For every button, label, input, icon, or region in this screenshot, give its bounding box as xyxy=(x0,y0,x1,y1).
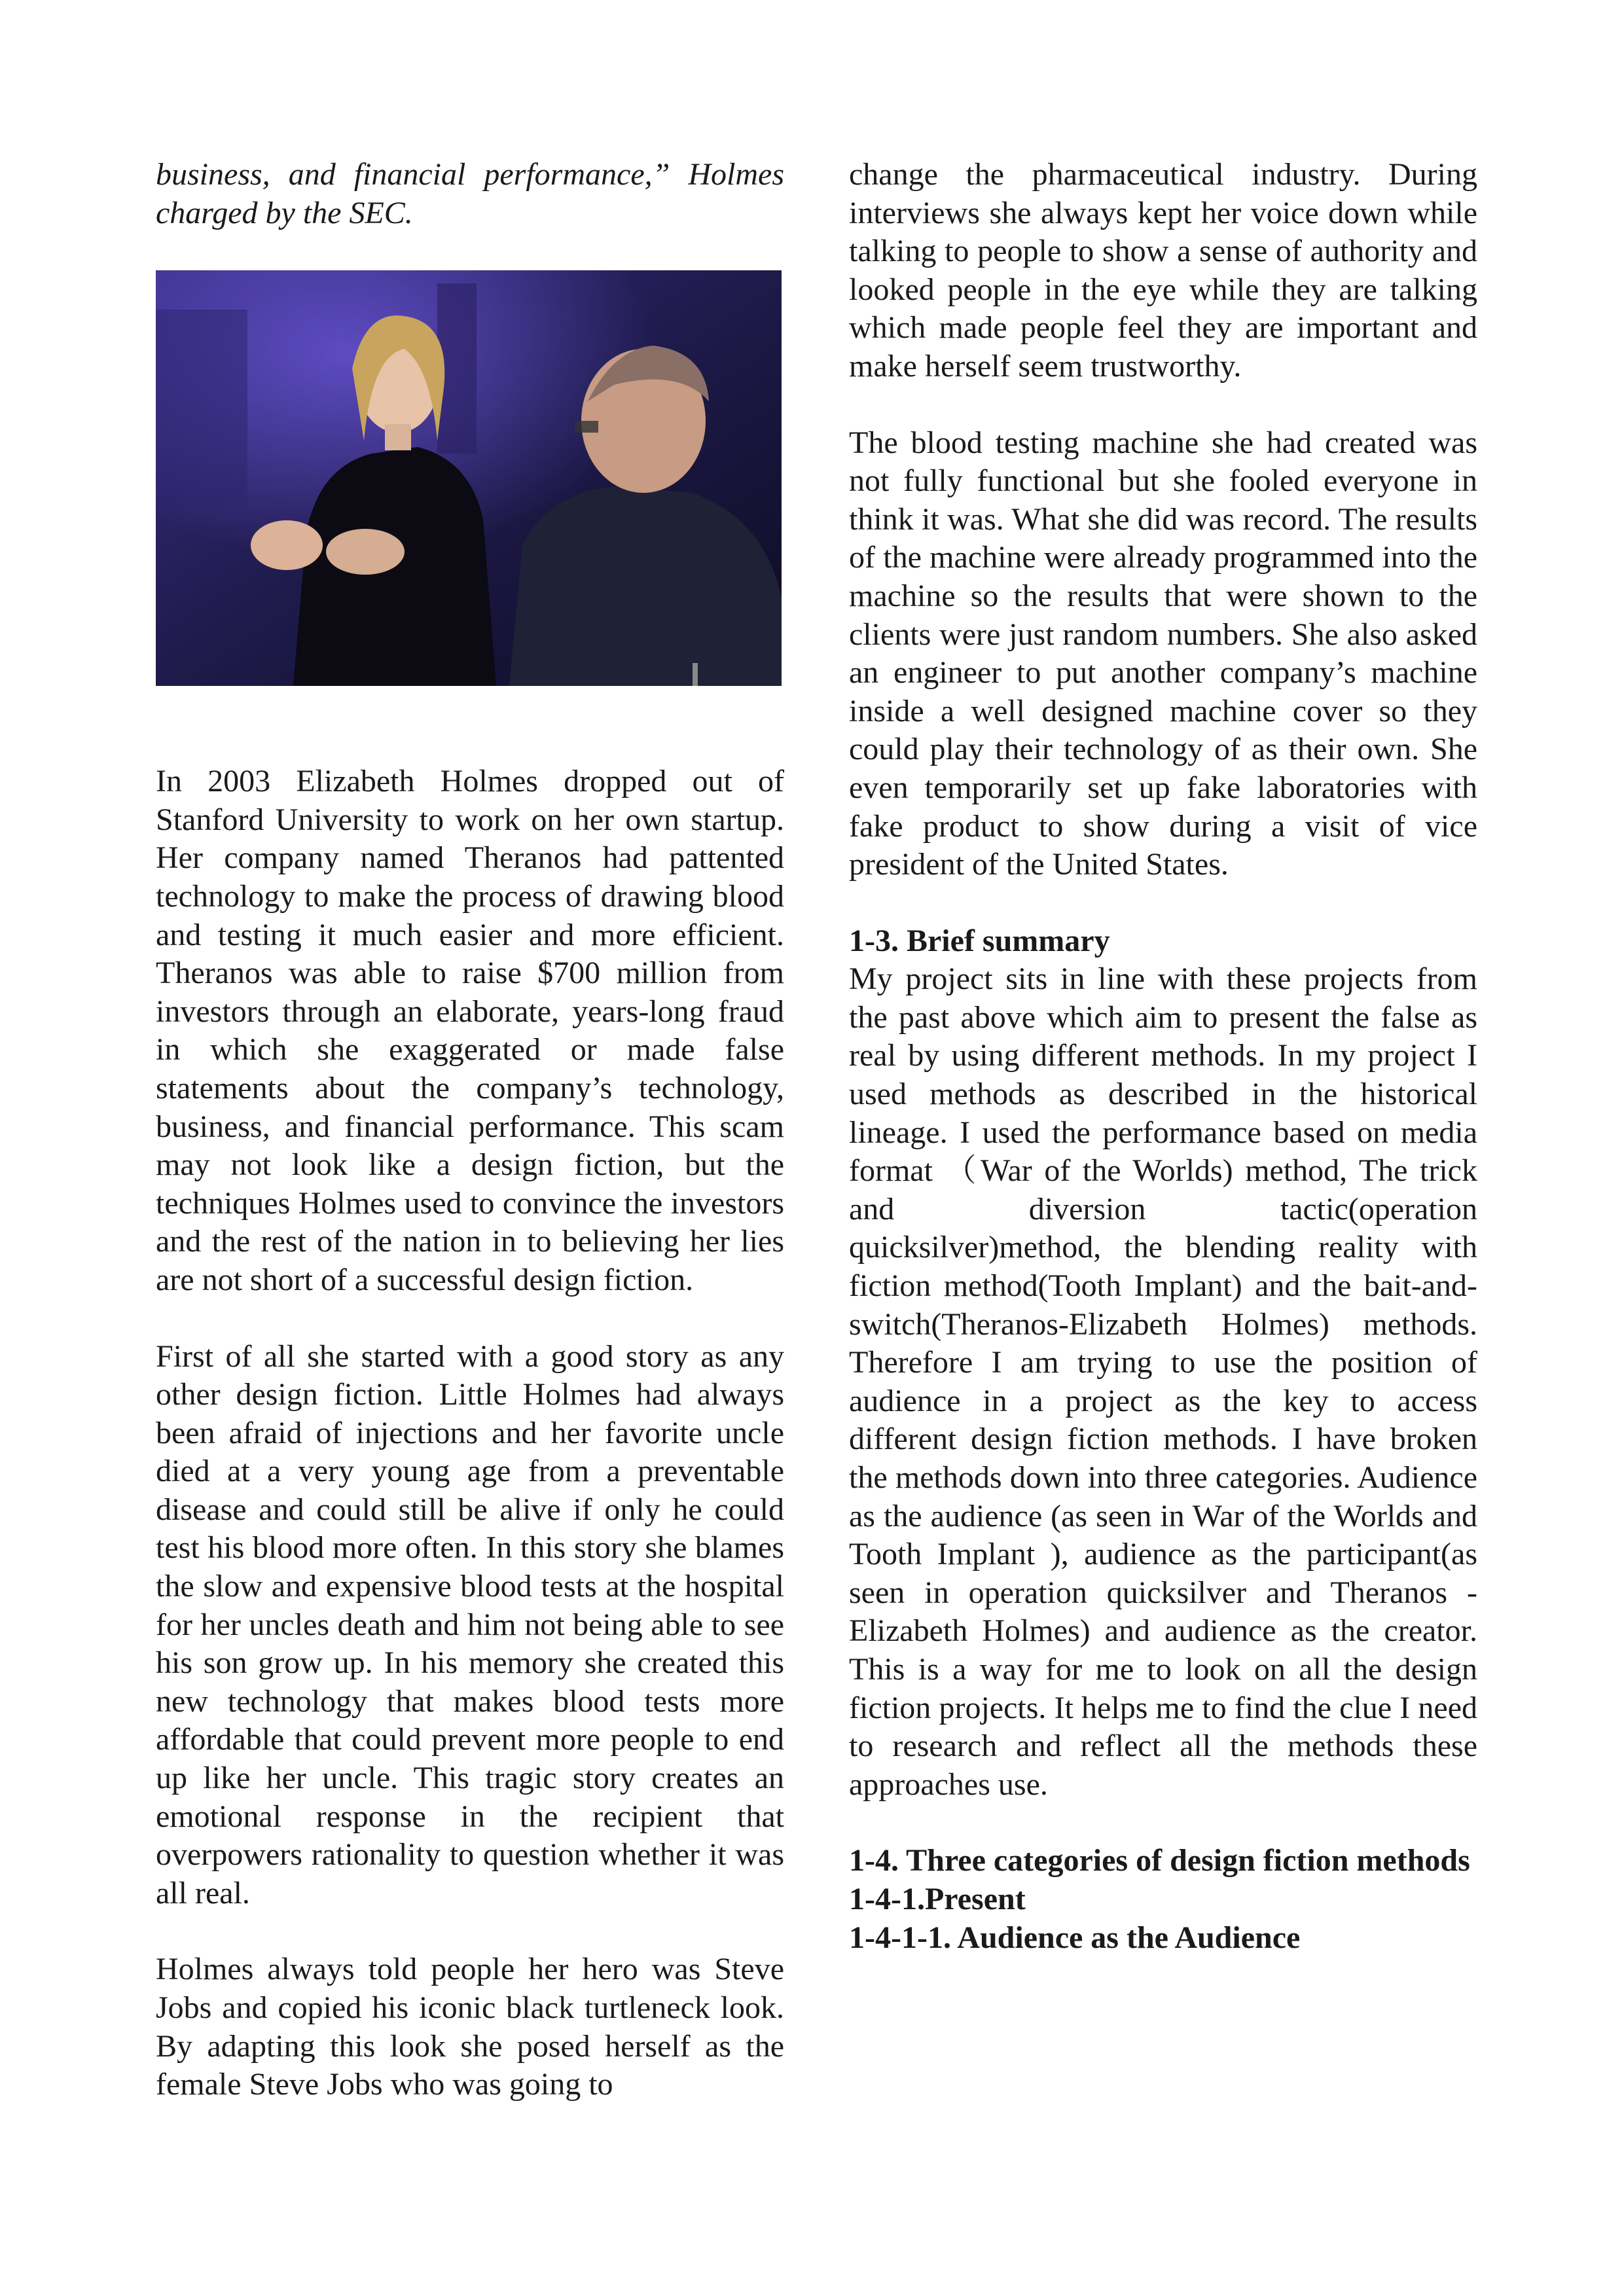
paragraph-steve-jobs: Holmes always told people her hero was Steve Jobs and copied his iconic black turtleneck look. By adapting this look she posed herself as the female Steve Jobs who was going to xyxy=(156,1952,784,2102)
left-column xyxy=(156,156,784,2104)
heading-audience-as-audience: 1-4-1-1. Audience as the Audience xyxy=(849,1920,1301,1955)
paragraph-blood-machine: The blood testing machine she had created was not fully functional but she fooled everyone in think it was. What she did was record. The results of the machine were already programmed into the machine so the results that were shown to the clients were just random numbers. She also asked an engineer to put another company’s machine inside a well designed machine cover so they could play their technology of as their own. She even temporarily set up fake laboratories with fake product to show during a visit of vice president of the United States. xyxy=(849,425,1477,882)
paragraph-theranos-intro: In 2003 Elizabeth Holmes dropped out of Stanford University to work on her own startup. Her company named Theranos had pattented technology to make the process of drawing blood and testing it much easier and more efficient. Theranos was able to raise $700 million from investors through an elaborate, years-long fraud in which she exaggerated or made false statements about the company’s technology, business, and financial performance. This scam may not look like a design fiction, but the techniques Holmes used to convince the investors and the rest of the nation in to believing her lies are not short of a successful design fiction. xyxy=(156,764,784,1297)
heading-brief-summary: 1-3. Brief summary xyxy=(849,923,1110,958)
heading-present: 1-4-1.Present xyxy=(849,1881,1026,1916)
holmes-interview-photo xyxy=(156,270,782,686)
photo-elizabeth-holmes-interview-icon xyxy=(156,270,782,686)
right-column xyxy=(849,156,1477,1957)
continued-quote: business, and financial performance,” Holmes charged by the SEC. xyxy=(156,157,784,230)
paragraph-brief-summary: My project sits in line with these projects from the past above which aim to present the false as real by using different methods. In my project I used methods as described in the historical lineage. I used the performance based on media format （War of the Worlds) method, The trick and diversion tactic(operation quicksilver)method, the blending reality with fiction method(Tooth Implant) and the bait-and-switch(Theranos-Elizabeth Holmes) methods. Therefore I am trying to use the position of audience in a project as the key to access different design fiction methods. I have broken the methods down into three categories. Audience as the audience (as seen in War of the Worlds and Tooth Implant ), audience as the participant(as seen in operation quicksilver and Theranos -Elizabeth Holmes) and audience as the creator. This is a way for me to look on all the design fiction projects. It helps me to find the clue I need to research and reflect all the methods these approaches use. xyxy=(849,961,1477,1802)
heading-three-categories: 1-4. Three categories of design fiction methods xyxy=(849,1843,1470,1878)
paragraph-good-story: First of all she started with a good story as any other design fiction. Little Holmes had always been afraid of injections and her favorite uncle died at a very young age from a preventable disease and could still be alive if only he could test his blood more often. In this story she blames the slow and expensive blood tests at the hospital for her uncles death and him not being able to see his son grow up. In his memory she created this new technology that makes blood tests more affordable that could prevent more people to end up like her uncle. This tragic story creates an emotional response in the recipient that overpowers rationality to question whether it was all real. xyxy=(156,1338,784,1910)
paragraph-pharma-industry: change the pharmaceutical industry. During interviews she always kept her voice down while talking to people to show a sense of authority and looked people in the eye while they are talking which made people feel they are important and make herself seem trustworthy. xyxy=(849,157,1477,384)
